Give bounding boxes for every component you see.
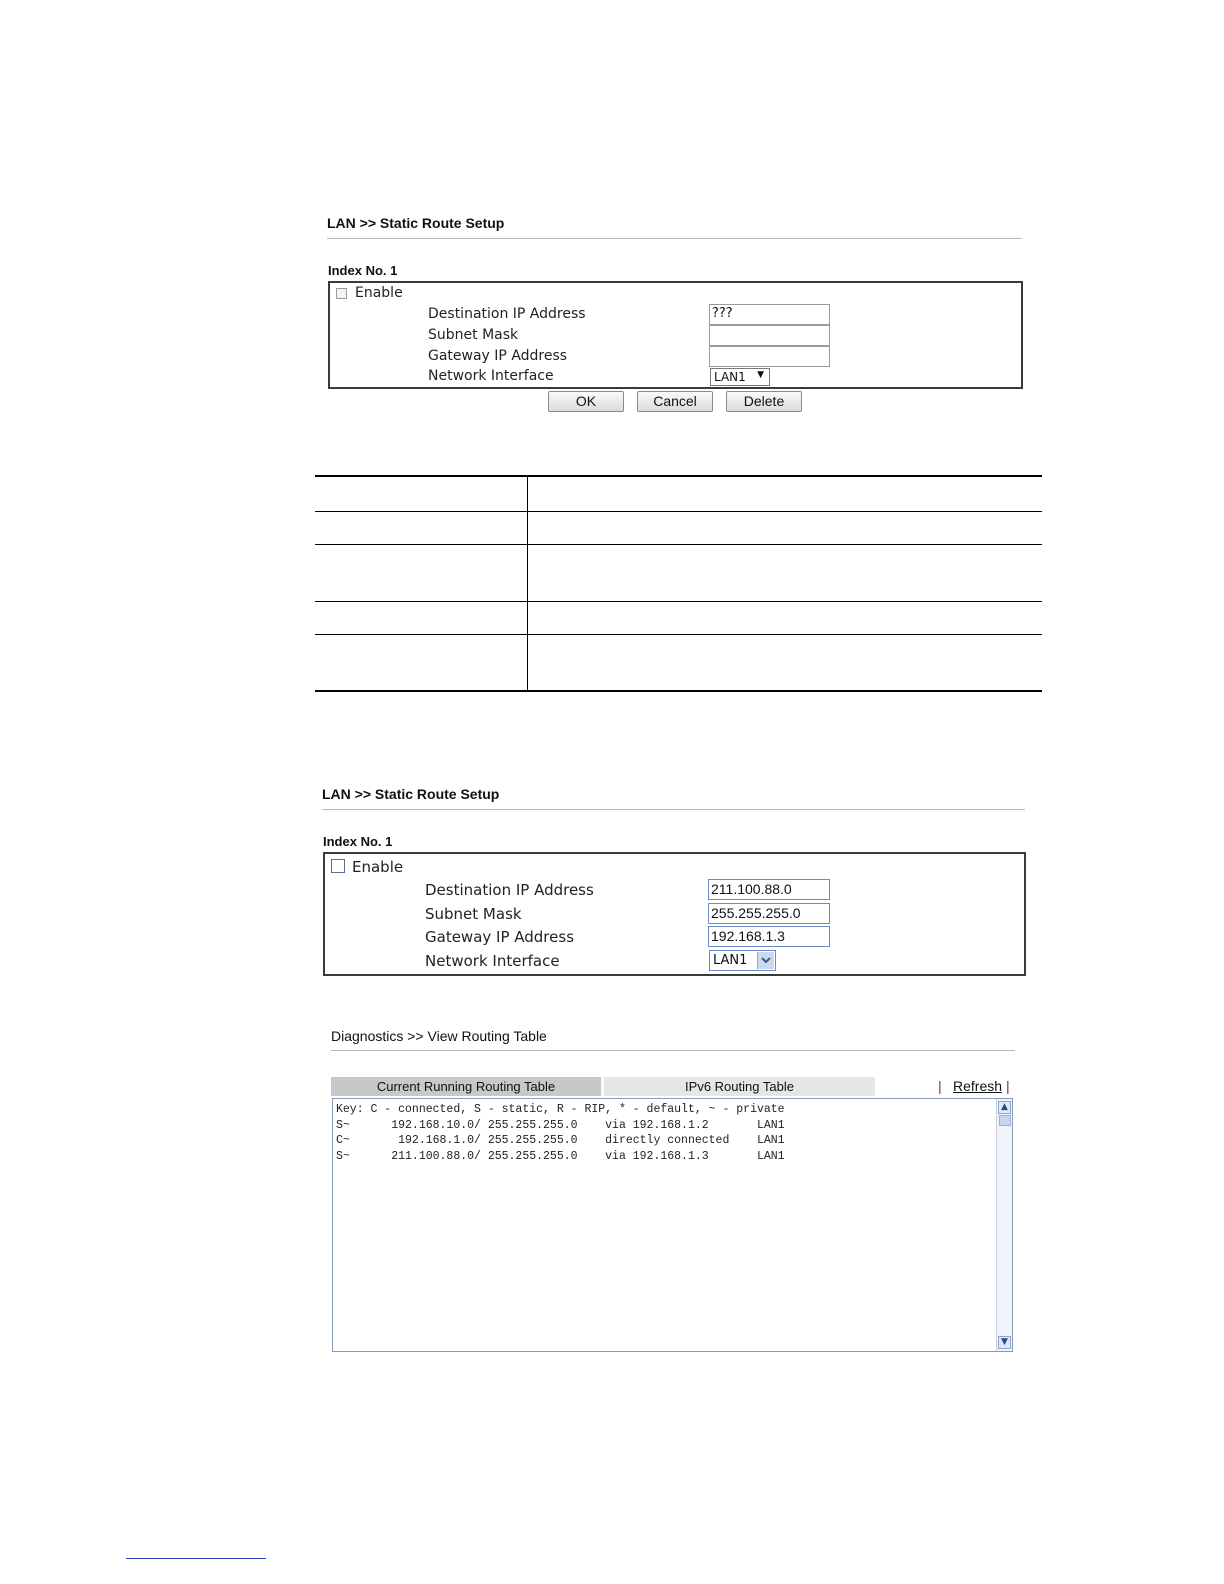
- enable-label: Enable: [355, 285, 403, 301]
- index-label: Index No. 1: [323, 834, 393, 849]
- network-interface-select[interactable]: [709, 950, 776, 971]
- destination-ip-label: Destination IP Address: [425, 881, 594, 899]
- ok-button[interactable]: OK: [548, 391, 624, 412]
- scroll-down-icon[interactable]: ▼: [998, 1336, 1011, 1349]
- routing-key-line: Key: C - connected, S - static, R - RIP, * - default, ~ - private: [336, 1103, 785, 1116]
- enable-label: Enable: [352, 858, 404, 876]
- subnet-mask-label: Subnet Mask: [425, 905, 522, 923]
- delete-button[interactable]: Delete: [726, 391, 802, 412]
- table-column-divider: [527, 476, 528, 691]
- footnote-rule: [126, 1558, 266, 1559]
- routing-entry: S~ 192.168.10.0/ 255.255.255.0 via 192.168.1.2 LAN1: [336, 1118, 785, 1132]
- gateway-ip-input[interactable]: 192.168.1.3: [708, 926, 830, 947]
- destination-ip-input[interactable]: 211.100.88.0: [708, 879, 830, 900]
- title-divider: [322, 809, 1025, 810]
- table-row-divider: [315, 601, 1042, 602]
- vertical-scrollbar[interactable]: [996, 1099, 1012, 1351]
- routing-entry: S~ 211.100.88.0/ 255.255.255.0 via 192.168.1.3 LAN1: [336, 1149, 785, 1163]
- network-interface-label: Network Interface: [428, 368, 554, 384]
- table-top-border: [315, 475, 1042, 477]
- routing-entry: C~ 192.168.1.0/ 255.255.255.0 directly connected LAN1: [336, 1134, 785, 1147]
- tab-current-routing[interactable]: Current Running Routing Table: [331, 1077, 601, 1096]
- subnet-mask-input[interactable]: [709, 325, 830, 346]
- refresh-separator: |: [938, 1078, 942, 1094]
- gateway-ip-input[interactable]: [709, 346, 830, 367]
- scrollbar-thumb[interactable]: [999, 1115, 1011, 1126]
- subnet-mask-input[interactable]: 255.255.255.0: [708, 903, 830, 924]
- subnet-mask-label: Subnet Mask: [428, 327, 519, 343]
- refresh-separator: |: [1006, 1078, 1010, 1094]
- title-divider: [327, 238, 1022, 239]
- tab-ipv6-routing[interactable]: IPv6 Routing Table: [604, 1077, 875, 1096]
- gateway-ip-label: Gateway IP Address: [428, 348, 568, 364]
- network-interface-label: Network Interface: [425, 952, 560, 970]
- chevron-down-icon: [757, 952, 774, 969]
- table-bottom-border: [315, 690, 1042, 692]
- page-title: Diagnostics >> View Routing Table: [331, 1028, 547, 1044]
- refresh-link[interactable]: Refresh: [953, 1078, 1003, 1094]
- network-interface-select[interactable]: [710, 368, 770, 386]
- network-interface-value: LAN1: [713, 953, 748, 968]
- enable-checkbox[interactable]: [336, 288, 347, 299]
- page-title: LAN >> Static Route Setup: [327, 215, 505, 231]
- table-row-divider: [315, 511, 1042, 512]
- routing-table-textarea[interactable]: [332, 1098, 1013, 1352]
- table-row-divider: [315, 634, 1042, 635]
- index-label: Index No. 1: [328, 263, 398, 278]
- destination-ip-input[interactable]: ???: [709, 304, 830, 325]
- enable-checkbox[interactable]: [331, 859, 345, 873]
- page-title: LAN >> Static Route Setup: [322, 786, 500, 802]
- gateway-ip-label: Gateway IP Address: [425, 928, 575, 946]
- destination-ip-label: Destination IP Address: [428, 306, 586, 322]
- scroll-up-icon[interactable]: ▲: [998, 1101, 1011, 1114]
- cancel-button[interactable]: Cancel: [637, 391, 713, 412]
- network-interface-value: LAN1: [714, 370, 746, 384]
- title-divider: [331, 1050, 1015, 1051]
- chevron-down-icon: ▼: [757, 370, 764, 380]
- table-row-divider: [315, 544, 1042, 545]
